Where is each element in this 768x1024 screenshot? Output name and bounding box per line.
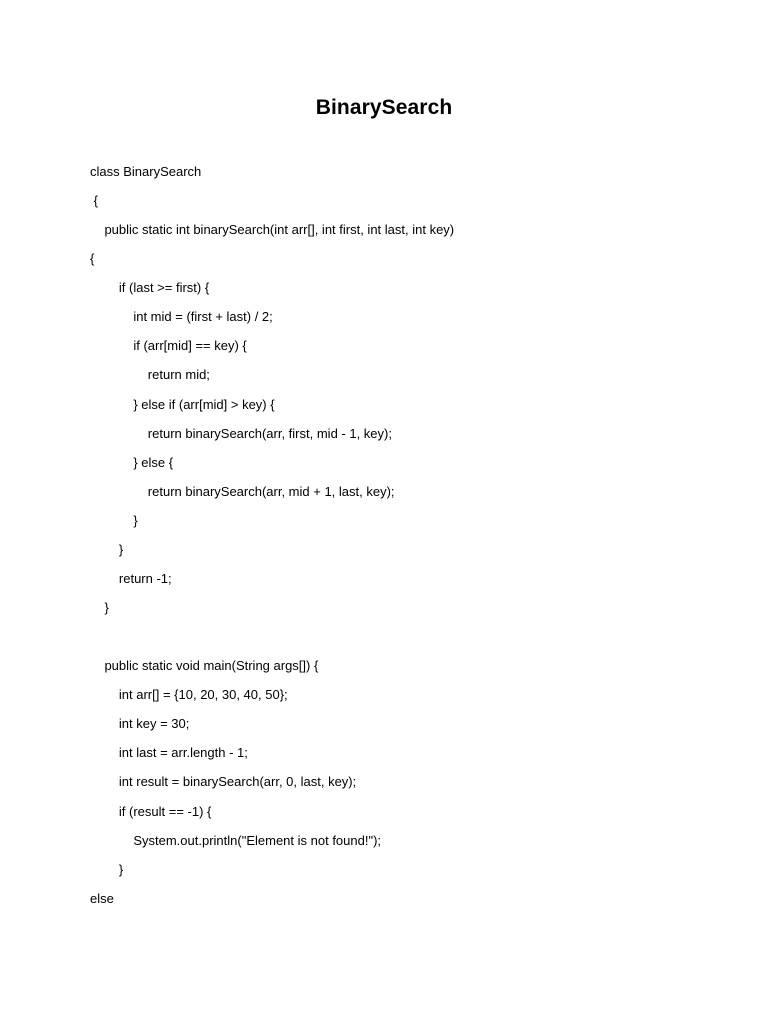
code-line: return binarySearch(arr, mid + 1, last, key);: [90, 483, 395, 499]
document-title: BinarySearch: [315, 96, 453, 119]
code-line: int key = 30;: [90, 716, 190, 732]
code-line: }: [90, 600, 109, 616]
code-line: int mid = (first + last) / 2;: [90, 309, 273, 325]
code-line: public static void main(String args[]) {: [90, 658, 319, 674]
code-line: } else {: [90, 454, 174, 470]
code-line: return -1;: [90, 570, 172, 586]
code-line: return binarySearch(arr, first, mid - 1, key);: [90, 425, 392, 441]
code-line: System.out.println("Element is not found!");: [90, 832, 382, 848]
code-line: else: [90, 890, 114, 906]
code-line: if (arr[mid] == key) {: [90, 338, 247, 354]
code-line: int last = arr.length - 1;: [90, 745, 248, 761]
code-line: if (last >= first) {: [90, 280, 210, 296]
code-line: {: [90, 193, 98, 209]
code-line: }: [90, 861, 124, 877]
code-line: }: [90, 512, 138, 528]
code-line: return mid;: [90, 367, 210, 383]
code-line: if (result == -1) {: [90, 803, 212, 819]
code-line: public static int binarySearch(int arr[], int first, int last, int key): [90, 222, 455, 238]
code-line: int arr[] = {10, 20, 30, 40, 50};: [90, 687, 288, 703]
code-line: class BinarySearch: [90, 164, 202, 179]
code-line: } else if (arr[mid] > key) {: [90, 396, 275, 412]
code-line: {: [90, 251, 95, 267]
code-line: }: [90, 541, 124, 557]
code-line: int result = binarySearch(arr, 0, last, key);: [90, 774, 357, 790]
